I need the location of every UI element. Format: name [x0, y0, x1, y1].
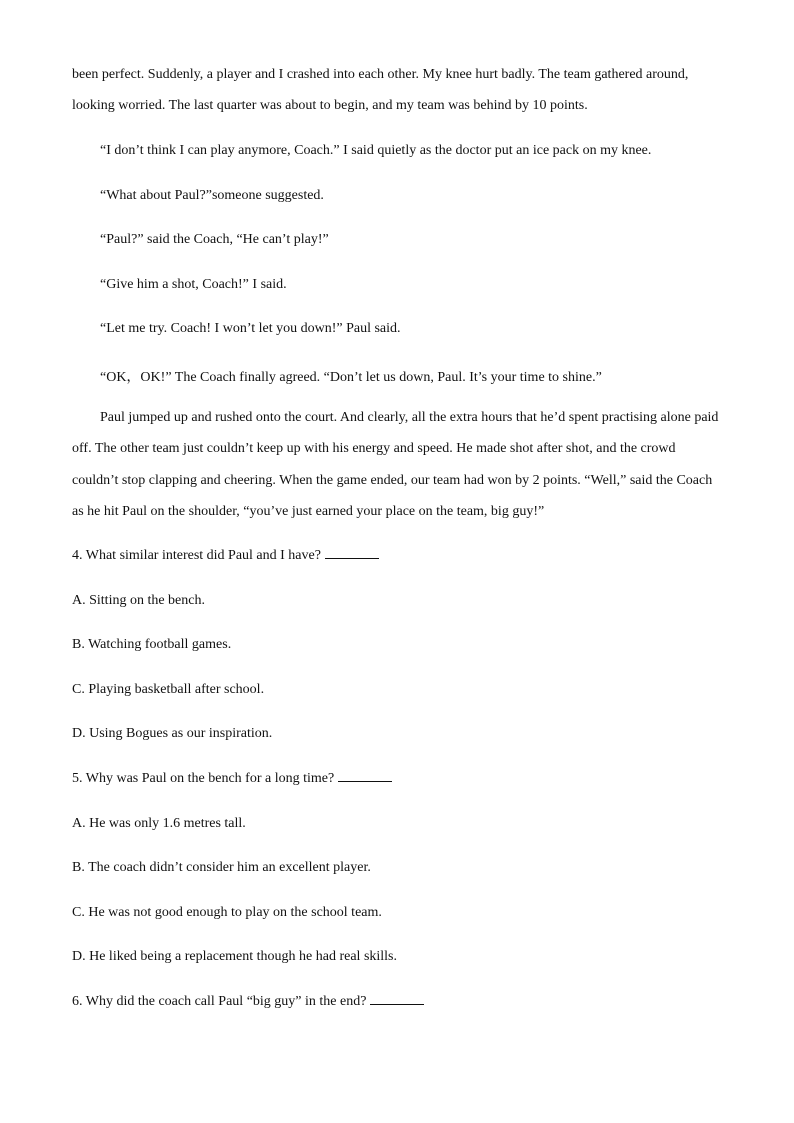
- dialogue-line: “What about Paul?”someone suggested.: [100, 188, 324, 203]
- passage-line: Paul jumped up and rushed onto the court. And clearly, all the extra hours that he’d spent practising alone paid: [100, 410, 719, 425]
- passage-line: off. The other team just couldn’t keep up with his energy and speed. He made shot after shot, and the crowd: [72, 441, 676, 456]
- option-b: B. The coach didn’t consider him an excellent player.: [72, 860, 371, 875]
- question-6: [72, 994, 424, 1010]
- dialogue-line: “Paul?” said the Coach, “He can’t play!”: [100, 232, 329, 247]
- answer-blank[interactable]: [370, 1003, 424, 1005]
- question-5: [72, 771, 392, 787]
- passage-line: as he hit Paul on the shoulder, “you’ve just earned your place on the team, big guy!”: [72, 504, 545, 519]
- dialogue-line: “Let me try. Coach! I won’t let you down!” Paul said.: [100, 321, 401, 336]
- option-d: D. He liked being a replacement though he had real skills.: [72, 949, 398, 964]
- answer-blank[interactable]: [325, 557, 379, 559]
- dialogue-line: “I don’t think I can play anymore, Coach.” I said quietly as the doctor put an ice pack on my knee.: [100, 143, 652, 158]
- passage-line: couldn’t stop clapping and cheering. When the game ended, our team had won by 2 points. “Well,” said the Coach: [72, 473, 713, 488]
- option-d: D. Using Bogues as our inspiration.: [72, 726, 273, 741]
- question-stem: 6. Why did the coach call Paul “big guy” in the end?: [72, 994, 367, 1009]
- question-stem: 5. Why was Paul on the bench for a long time?: [72, 771, 335, 786]
- dialogue-line: “Give him a shot, Coach!” I said.: [100, 277, 287, 292]
- dialogue-line: “OK，OK!” The Coach finally agreed. “Don’t let us down, Paul. It’s your time to shine.”: [100, 370, 602, 385]
- passage-line: been perfect. Suddenly, a player and I crashed into each other. My knee hurt badly. The team gathered around,: [72, 67, 689, 82]
- option-c: C. Playing basketball after school.: [72, 682, 265, 697]
- option-b: B. Watching football games.: [72, 637, 232, 652]
- option-a: A. He was only 1.6 metres tall.: [72, 816, 246, 831]
- passage-line: looking worried. The last quarter was about to begin, and my team was behind by 10 points.: [72, 98, 588, 113]
- option-c: C. He was not good enough to play on the school team.: [72, 905, 382, 920]
- answer-blank[interactable]: [338, 780, 392, 782]
- option-a: A. Sitting on the bench.: [72, 593, 205, 608]
- question-4: [72, 548, 379, 564]
- question-stem: 4. What similar interest did Paul and I have?: [72, 548, 321, 563]
